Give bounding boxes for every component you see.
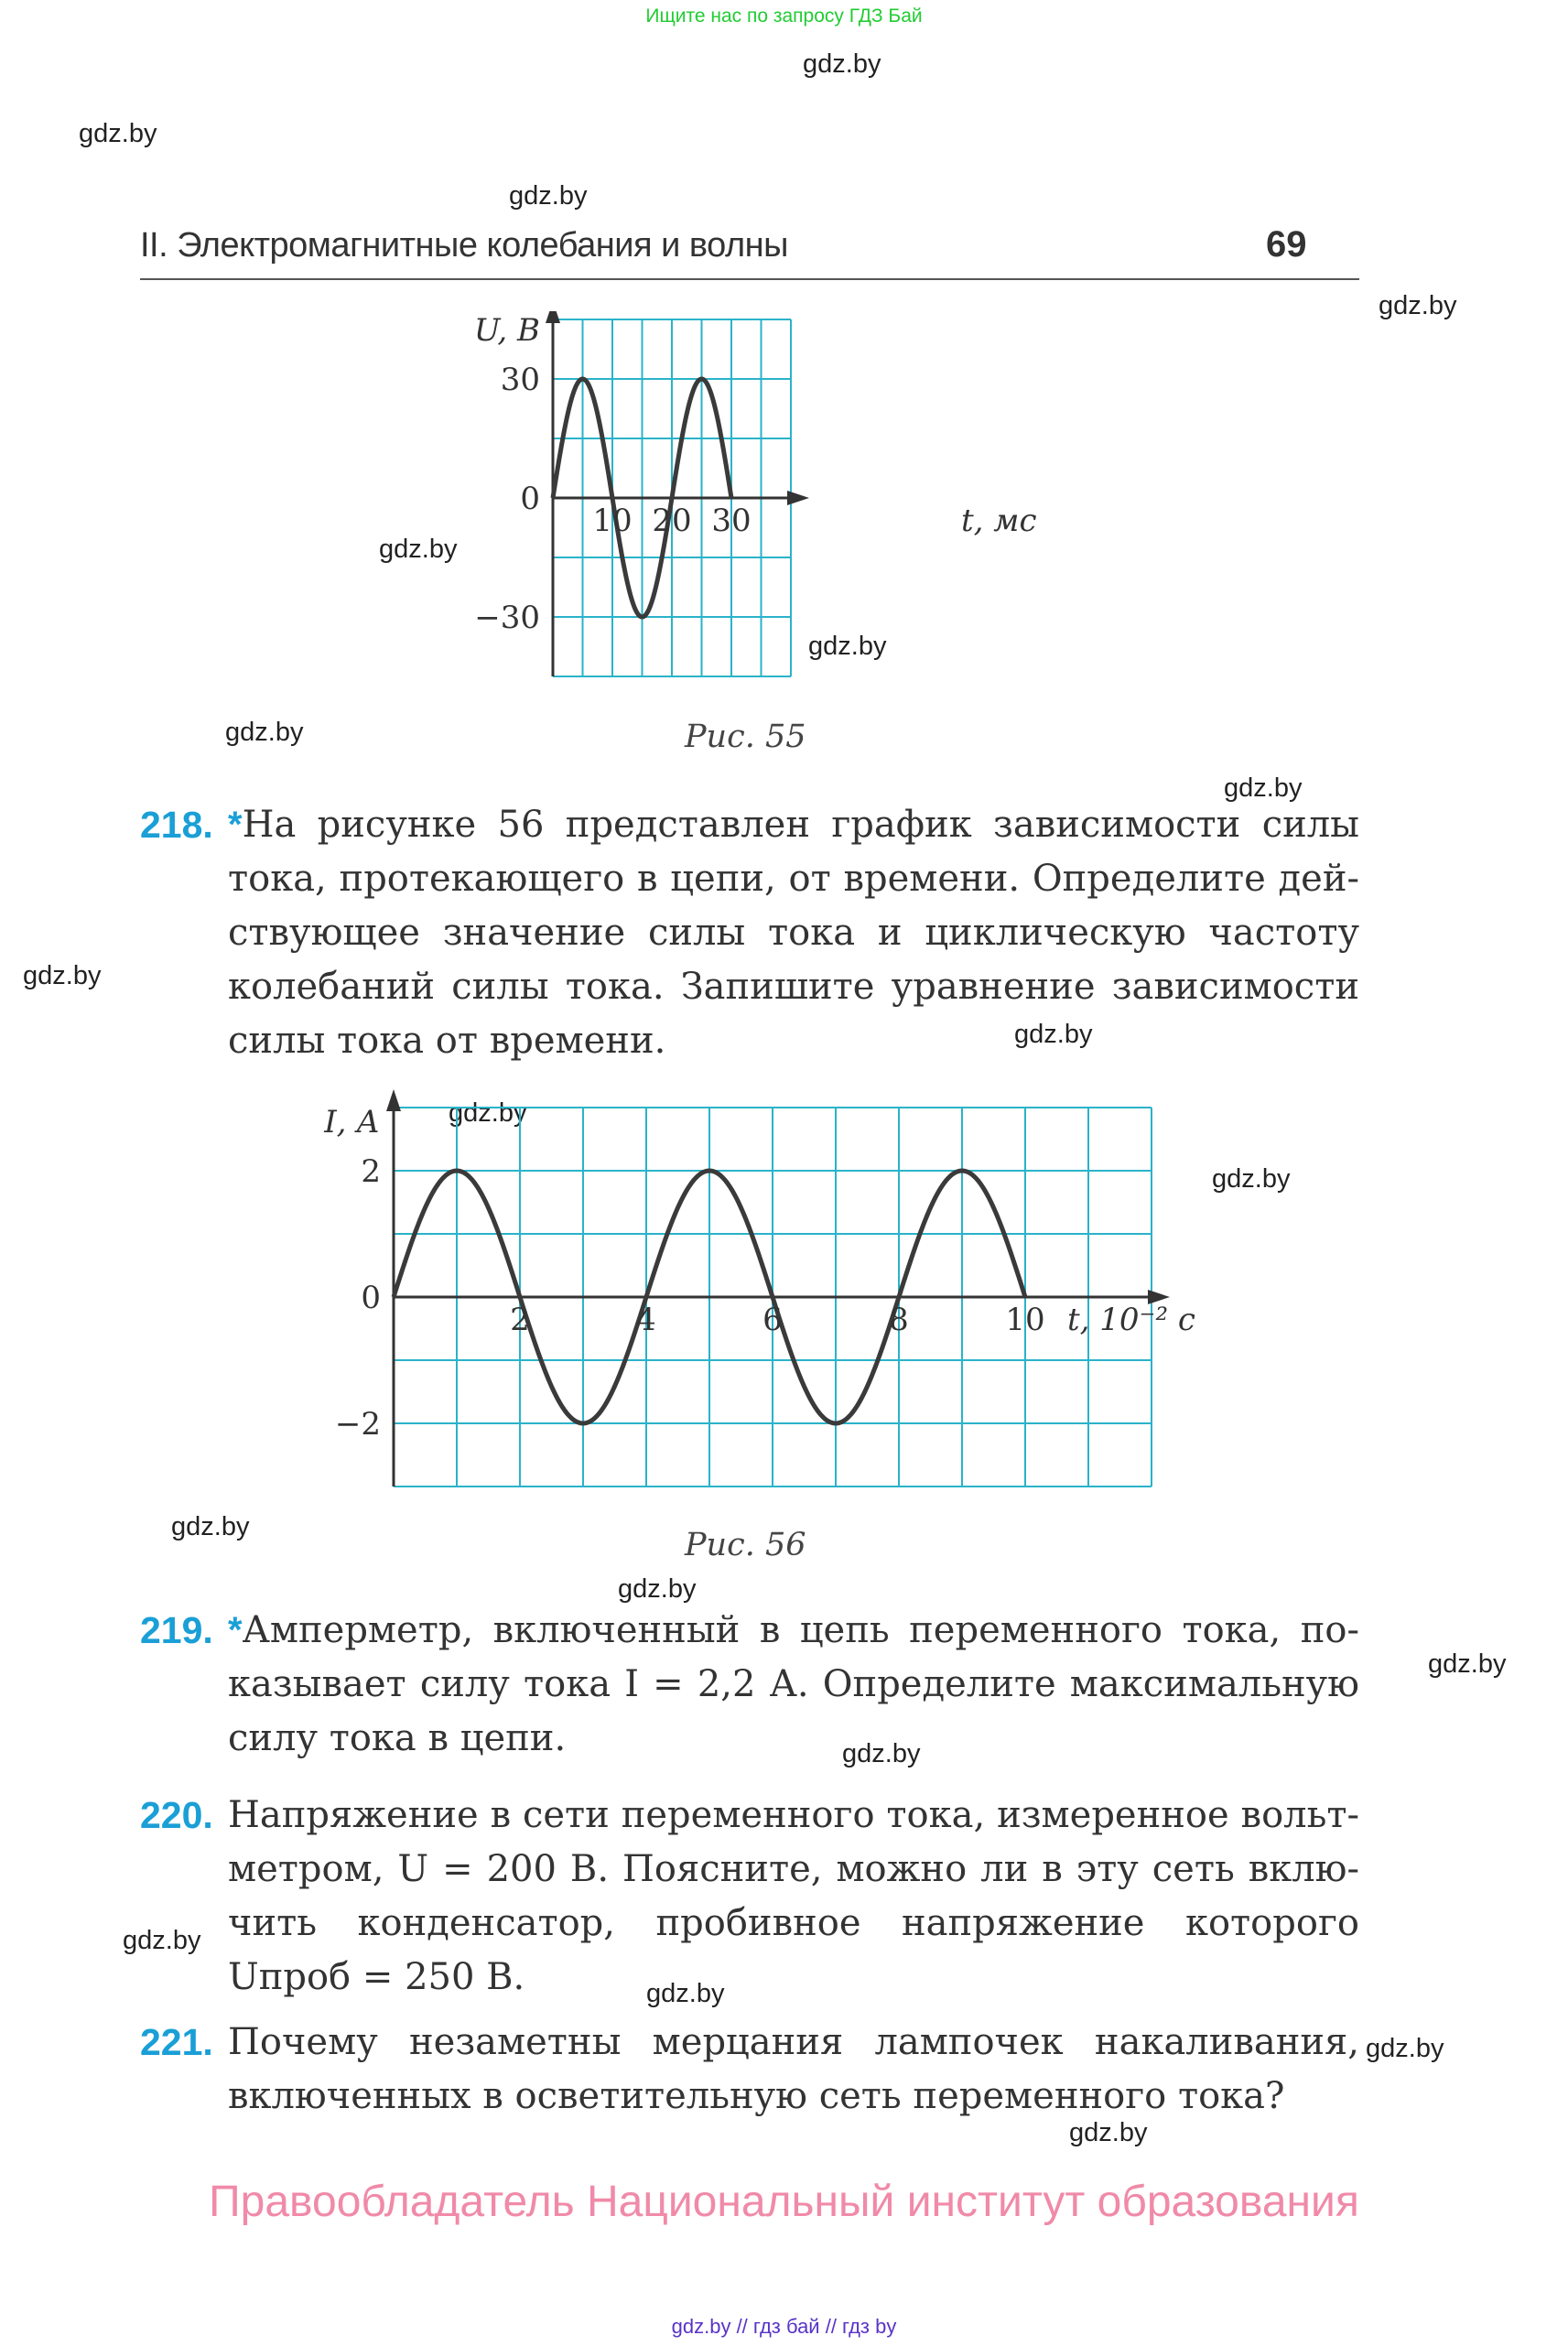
y-axis-arrow [386, 1089, 401, 1111]
problem-line: *Амперметр, включенный в цепь переменного тока, по- [228, 1609, 1359, 1651]
x-tick-label: 6 [762, 1302, 783, 1338]
x-tick-label: 10 [592, 503, 633, 539]
watermark: gdz.by [509, 181, 588, 211]
top-search-note: Ищите нас по запросу ГДЗ Бай [645, 5, 923, 27]
problem-218 [140, 798, 1359, 1068]
problem-219 [140, 1604, 1359, 1766]
watermark: gdz.by [379, 535, 458, 564]
watermark: gdz.by [449, 1098, 527, 1128]
x-axis-label: t, мс [961, 503, 1037, 539]
problem-line: колебаний силы тока. Запишите уравнение зависимости [228, 966, 1359, 1008]
watermark: gdz.by [79, 119, 157, 148]
x-tick-label: 8 [889, 1302, 909, 1338]
problem-line: ствующее значение силы тока и циклическую частоту [228, 912, 1359, 954]
problem-number: 221. [140, 2021, 213, 2063]
figure-56-caption: Рис. 56 [685, 1527, 806, 1563]
problem-line: *На рисунке 56 представлен график зависимости силы [228, 804, 1359, 846]
problem-line: силы тока от времени. [228, 1020, 666, 1062]
x-tick-label: 4 [636, 1302, 656, 1338]
problem-line: чить конденсатор, пробивное напряжение которого [228, 1902, 1359, 1944]
y-tick-label: −30 [474, 599, 540, 636]
problem-line: казывает силу тока I = 2,2 А. Определите максимальную [228, 1663, 1359, 1705]
y-tick-label: −2 [334, 1406, 381, 1443]
y-tick-label: 30 [500, 362, 540, 399]
x-axis-arrow [787, 491, 809, 505]
watermark: gdz.by [123, 1926, 201, 1955]
problem-line: Почему незаметны мерцания лампочек накаливания, [228, 2021, 1359, 2063]
watermark: gdz.by [808, 632, 887, 661]
y-axis-arrow [546, 311, 560, 323]
watermark: gdz.by [618, 1574, 697, 1604]
copyright-footer: Правообладатель Национальный институт образования [209, 2178, 1359, 2226]
watermark: gdz.by [1366, 2034, 1444, 2063]
y-tick-label: 0 [520, 481, 540, 517]
figure-55-caption: Рис. 55 [685, 719, 806, 755]
problem-line: тока, протекающего в цепи, от времени. Определите дей- [228, 858, 1359, 900]
problem-number: 220. [140, 1794, 213, 1836]
watermark: gdz.by [1212, 1164, 1291, 1194]
watermark: gdz.by [1428, 1649, 1507, 1679]
figure-56-chart [293, 1089, 1208, 1510]
bottom-site-links: gdz.by // гдз бай // гдз by [671, 2315, 897, 2338]
problem-line: метром, U = 200 В. Поясните, можно ли в эту сеть вклю- [228, 1848, 1359, 1890]
watermark: gdz.by [1014, 1020, 1093, 1049]
x-tick-label: 30 [711, 503, 752, 539]
watermark: gdz.by [803, 49, 881, 79]
x-tick-label: 20 [652, 503, 692, 539]
problem-line: включенных в осветительную сеть переменного тока? [228, 2075, 1285, 2117]
watermark: gdz.by [646, 1979, 725, 2008]
figure-55-chart [439, 311, 1062, 696]
watermark: gdz.by [1379, 291, 1457, 320]
page-number: 69 [1266, 224, 1307, 265]
star-marker: * [228, 1610, 243, 1650]
problem-number: 219. [140, 1609, 213, 1651]
problem-line: Uпроб = 250 В. [228, 1956, 525, 1998]
problem-220 [140, 1789, 1359, 2005]
problem-line: силу тока в цепи. [228, 1717, 567, 1759]
watermark: gdz.by [842, 1739, 921, 1768]
y-tick-label: 0 [361, 1280, 381, 1316]
problem-221 [140, 2016, 1359, 2124]
problem-line: Напряжение в сети переменного тока, измеренное вольт- [228, 1794, 1359, 1836]
watermark: gdz.by [1069, 2118, 1148, 2147]
watermark: gdz.by [171, 1512, 250, 1541]
x-tick-label: 2 [510, 1302, 530, 1338]
watermark: gdz.by [1224, 773, 1303, 803]
y-axis-label: U, В [473, 312, 540, 349]
y-axis-label: I, А [324, 1104, 380, 1141]
y-tick-label: 2 [361, 1153, 381, 1190]
problem-number: 218. [140, 804, 213, 846]
watermark: gdz.by [225, 718, 304, 747]
watermark: gdz.by [23, 961, 102, 990]
header-rule [140, 278, 1359, 280]
star-marker: * [228, 805, 243, 845]
x-tick-label: 10 [1005, 1302, 1045, 1338]
x-axis-label: t, 10⁻² с [1067, 1302, 1195, 1338]
chapter-title: II. Электромагнитные колебания и волны [140, 226, 788, 265]
